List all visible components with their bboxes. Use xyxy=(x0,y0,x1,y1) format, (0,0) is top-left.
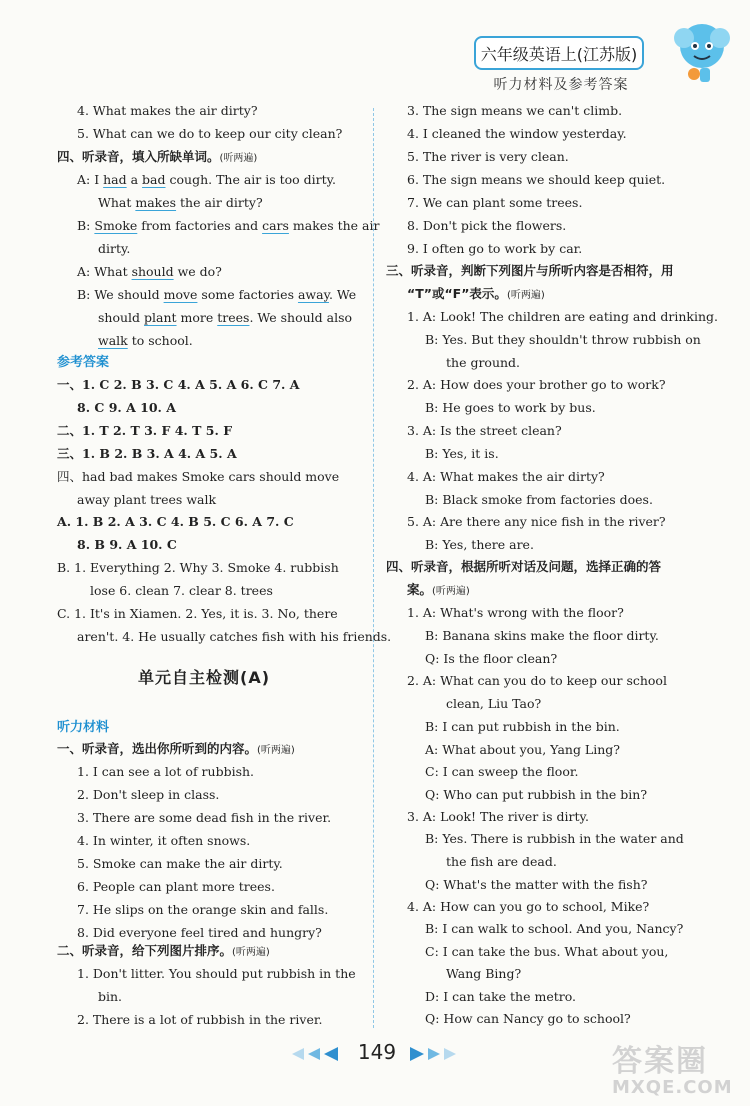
answer-line: 三、1. B 2. B 3. A 4. A 5. A xyxy=(57,446,237,461)
list-item: 2. There is a lot of rubbish in the river. xyxy=(77,1012,323,1027)
list-item: 7. We can plant some trees. xyxy=(407,195,583,210)
answer-line: aren't. 4. He usually catches fish with his friends. xyxy=(77,629,392,644)
list-item: 3. There are some dead fish in the river. xyxy=(77,810,332,825)
section-heading: 四、听录音，填入所缺单词。(听两遍) xyxy=(57,149,258,164)
dialogue-line: walk to school. xyxy=(98,333,193,348)
section-heading: “T”或“F”表示。(听两遍) xyxy=(407,286,545,301)
dialogue-line: B: Banana skins make the floor dirty. xyxy=(425,628,659,643)
dialogue-line: 3. A: Is the street clean? xyxy=(407,423,562,438)
question-item: 5. What can we do to keep our city clean? xyxy=(77,126,343,141)
dialogue-line: 2. A: How does your brother go to work? xyxy=(407,377,666,392)
dialogue-line: Q: What's the matter with the fish? xyxy=(425,877,648,892)
list-item: 5. Smoke can make the air dirty. xyxy=(77,856,283,871)
dialogue-line: D: I can take the metro. xyxy=(425,989,576,1004)
answer-line: 一、1. C 2. B 3. C 4. A 5. A 6. C 7. A xyxy=(57,377,300,392)
list-item: bin. xyxy=(98,989,123,1004)
dialogue-line: 1. A: What's wrong with the floor? xyxy=(407,605,624,620)
dialogue-line: dirty. xyxy=(98,241,131,256)
answer-line: 四、had bad makes Smoke cars should move xyxy=(57,469,340,484)
section-heading: 二、听录音，给下列图片排序。(听两遍) xyxy=(57,943,270,958)
section-heading: 三、听录音，判断下列图片与所听内容是否相符，用 xyxy=(386,263,674,278)
list-item: 4. In winter, it often snows. xyxy=(77,833,251,848)
dialogue-line: What makes the air dirty? xyxy=(98,195,263,210)
page-number: 149 xyxy=(357,1040,397,1064)
section-heading: 四、听录音，根据所听对话及问题，选择正确的答 xyxy=(386,559,662,574)
dialogue-line: Q: Who can put rubbish in the bin? xyxy=(425,787,648,802)
dialogue-line: 4. A: How can you go to school, Mike? xyxy=(407,899,650,914)
dialogue-line: B: Yes. But they shouldn't throw rubbish on xyxy=(425,332,701,347)
section-heading: 案。(听两遍) xyxy=(407,582,470,597)
answer-line: C. 1. It's in Xiamen. 2. Yes, it is. 3. No, there xyxy=(57,606,338,621)
previous-arrows-icon xyxy=(290,1046,346,1062)
column-divider xyxy=(373,108,374,1028)
list-item: 4. I cleaned the window yesterday. xyxy=(407,126,627,141)
watermark: 答案圈 MXQE.COM xyxy=(612,1044,733,1098)
answer-line: B. 1. Everything 2. Why 3. Smoke 4. rubbish xyxy=(57,560,339,575)
list-item: 7. He slips on the orange skin and falls. xyxy=(77,902,329,917)
dialogue-line: Wang Bing? xyxy=(446,966,522,981)
answer-line: 8. C 9. A 10. A xyxy=(77,400,176,415)
list-item: 2. Don't sleep in class. xyxy=(77,787,220,802)
list-item: 6. People can plant more trees. xyxy=(77,879,275,894)
dialogue-line: B: Yes, it is. xyxy=(425,446,499,461)
dialogue-line: Q: How can Nancy go to school? xyxy=(425,1011,631,1026)
dialogue-line: clean, Liu Tao? xyxy=(446,696,542,711)
dialogue-line: B: Black smoke from factories does. xyxy=(425,492,653,507)
dialogue-line: B: We should move some factories away. We xyxy=(77,287,357,302)
list-item: 3. The sign means we can't climb. xyxy=(407,103,623,118)
unit-title: 单元自主检测(A) xyxy=(138,668,271,687)
dialogue-line: A: I had a bad cough. The air is too dirty. xyxy=(77,172,337,187)
dialogue-line: the ground. xyxy=(446,355,521,370)
list-item: 8. Did everyone feel tired and hungry? xyxy=(77,925,322,940)
section-subtitle: 听力材料及参考答案 xyxy=(493,77,629,93)
dialogue-line: C: I can sweep the floor. xyxy=(425,764,579,779)
list-item: 1. Don't litter. You should put rubbish in the xyxy=(77,966,356,981)
dialogue-line: C: I can take the bus. What about you, xyxy=(425,944,669,959)
answer-line: lose 6. clean 7. clear 8. trees xyxy=(90,583,273,598)
dialogue-line: B: Yes. There is rubbish in the water and xyxy=(425,831,684,846)
book-title-box xyxy=(474,36,644,70)
dialogue-line: 4. A: What makes the air dirty? xyxy=(407,469,605,484)
list-item: 9. I often go to work by car. xyxy=(407,241,583,256)
answer-line: A. 1. B 2. A 3. C 4. B 5. C 6. A 7. C xyxy=(57,514,294,529)
dialogue-line: 3. A: Look! The river is dirty. xyxy=(407,809,589,824)
answers-heading: 参考答案 xyxy=(57,355,110,370)
answer-line: away plant trees walk xyxy=(77,492,217,507)
list-item: 5. The river is very clean. xyxy=(407,149,569,164)
dialogue-line: 5. A: Are there any nice fish in the river? xyxy=(407,514,666,529)
question-item: 4. What makes the air dirty? xyxy=(77,103,258,118)
section-heading: 一、听录音，选出你所听到的内容。(听两遍) xyxy=(57,741,295,756)
dialogue-line: B: I can put rubbish in the bin. xyxy=(425,719,620,734)
book-title: 六年级英语上(江苏版) xyxy=(480,44,638,64)
mascot-icon xyxy=(664,16,736,84)
dialogue-line: B: I can walk to school. And you, Nancy? xyxy=(425,921,684,936)
dialogue-line: B: He goes to work by bus. xyxy=(425,400,596,415)
listening-heading: 听力材料 xyxy=(57,720,110,735)
dialogue-line: A: What about you, Yang Ling? xyxy=(425,742,620,757)
dialogue-line: 2. A: What can you do to keep our school xyxy=(407,673,667,688)
answer-line: 二、1. T 2. T 3. F 4. T 5. F xyxy=(57,423,233,438)
dialogue-line: B: Smoke from factories and cars makes the air xyxy=(77,218,380,233)
list-item: 1. I can see a lot of rubbish. xyxy=(77,764,255,779)
dialogue-line: the fish are dead. xyxy=(446,854,557,869)
list-item: 6. The sign means we should keep quiet. xyxy=(407,172,666,187)
dialogue-line: Q: Is the floor clean? xyxy=(425,651,558,666)
dialogue-line: A: What should we do? xyxy=(77,264,222,279)
answer-line: 8. B 9. A 10. C xyxy=(77,537,177,552)
list-item: 8. Don't pick the flowers. xyxy=(407,218,567,233)
dialogue-line: 1. A: Look! The children are eating and drinking. xyxy=(407,309,719,324)
dialogue-line: B: Yes, there are. xyxy=(425,537,534,552)
dialogue-line: should plant more trees. We should also xyxy=(98,310,353,325)
next-arrows-icon xyxy=(402,1046,458,1062)
